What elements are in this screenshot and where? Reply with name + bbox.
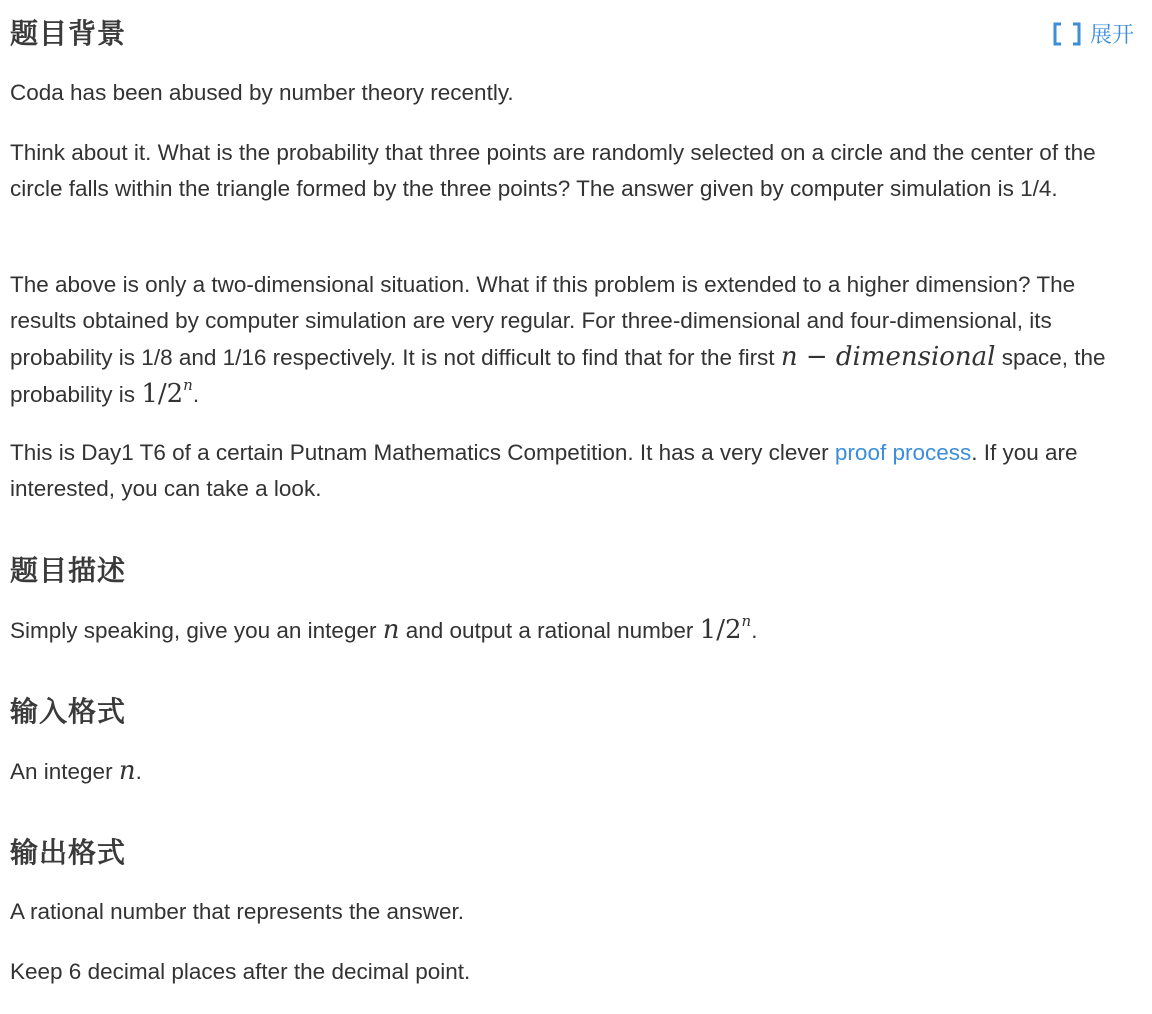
input-format-title: 输入格式 [10, 695, 127, 728]
math-one-over-two-pow-n [141, 376, 193, 409]
desc-end: . [751, 618, 758, 643]
expand-label: 展开 [1089, 23, 1134, 48]
math-one-over-two-pow-n [699, 612, 752, 645]
background-paragraph-2: Think about it. What is the probability that three points are randomly selected on a circle and the center of the circle falls within the triangle formed by the three points? The answer given by computer simulation is 1/4. [10, 140, 1096, 201]
input-end: . [135, 759, 142, 784]
background-title: 题目背景 [10, 17, 127, 50]
math-n: n [382, 615, 400, 645]
output-format-paragraph-1: A rational number that represents the answer. [10, 899, 465, 924]
math-n-dimensional: n − dimensional [780, 342, 996, 372]
math-n: n [118, 756, 136, 786]
math-exponent: n [183, 376, 193, 394]
p3-text: The above is only a two-dimensional situation. What if this problem is extended to a higher dimension? The results obtained by computer simulation are very regular. For three-dimensional and four-dimensional, its probability is 1/8 and 1/16 respectively. It is not difficult to find that for the first [10, 272, 1076, 370]
background-paragraph-3 [10, 267, 1140, 413]
input-before: An integer [10, 759, 119, 784]
p4-before: This is Day1 T6 of a certain Putnam Mathematics Competition. It has a very clever [10, 440, 835, 465]
output-format-paragraph-2: Keep 6 decimal places after the decimal point. [10, 959, 471, 984]
output-format-title: 输出格式 [10, 836, 127, 869]
proof-process-link[interactable]: proof process [834, 440, 972, 465]
p3-end: . [192, 382, 200, 407]
p3-mid: space, the probability is [10, 345, 1106, 407]
description-title: 题目描述 [10, 554, 127, 587]
background-paragraph-1: Coda has been abused by number theory recently. [10, 80, 514, 105]
expand-button[interactable] [1052, 18, 1134, 49]
desc-middle: and output a rational number [399, 618, 700, 643]
math-base: 1/2 [141, 379, 184, 409]
p4-after: . If you are interested, you can take a look. [10, 440, 1078, 501]
math-exponent: n [741, 612, 752, 630]
desc-before: Simply speaking, give you an integer [10, 618, 383, 643]
math-base: 1/2 [699, 615, 742, 645]
background-paragraph-4 [10, 435, 1140, 507]
input-format-paragraph [10, 753, 1140, 790]
expand-icon [1052, 21, 1082, 47]
description-paragraph [10, 612, 1140, 649]
